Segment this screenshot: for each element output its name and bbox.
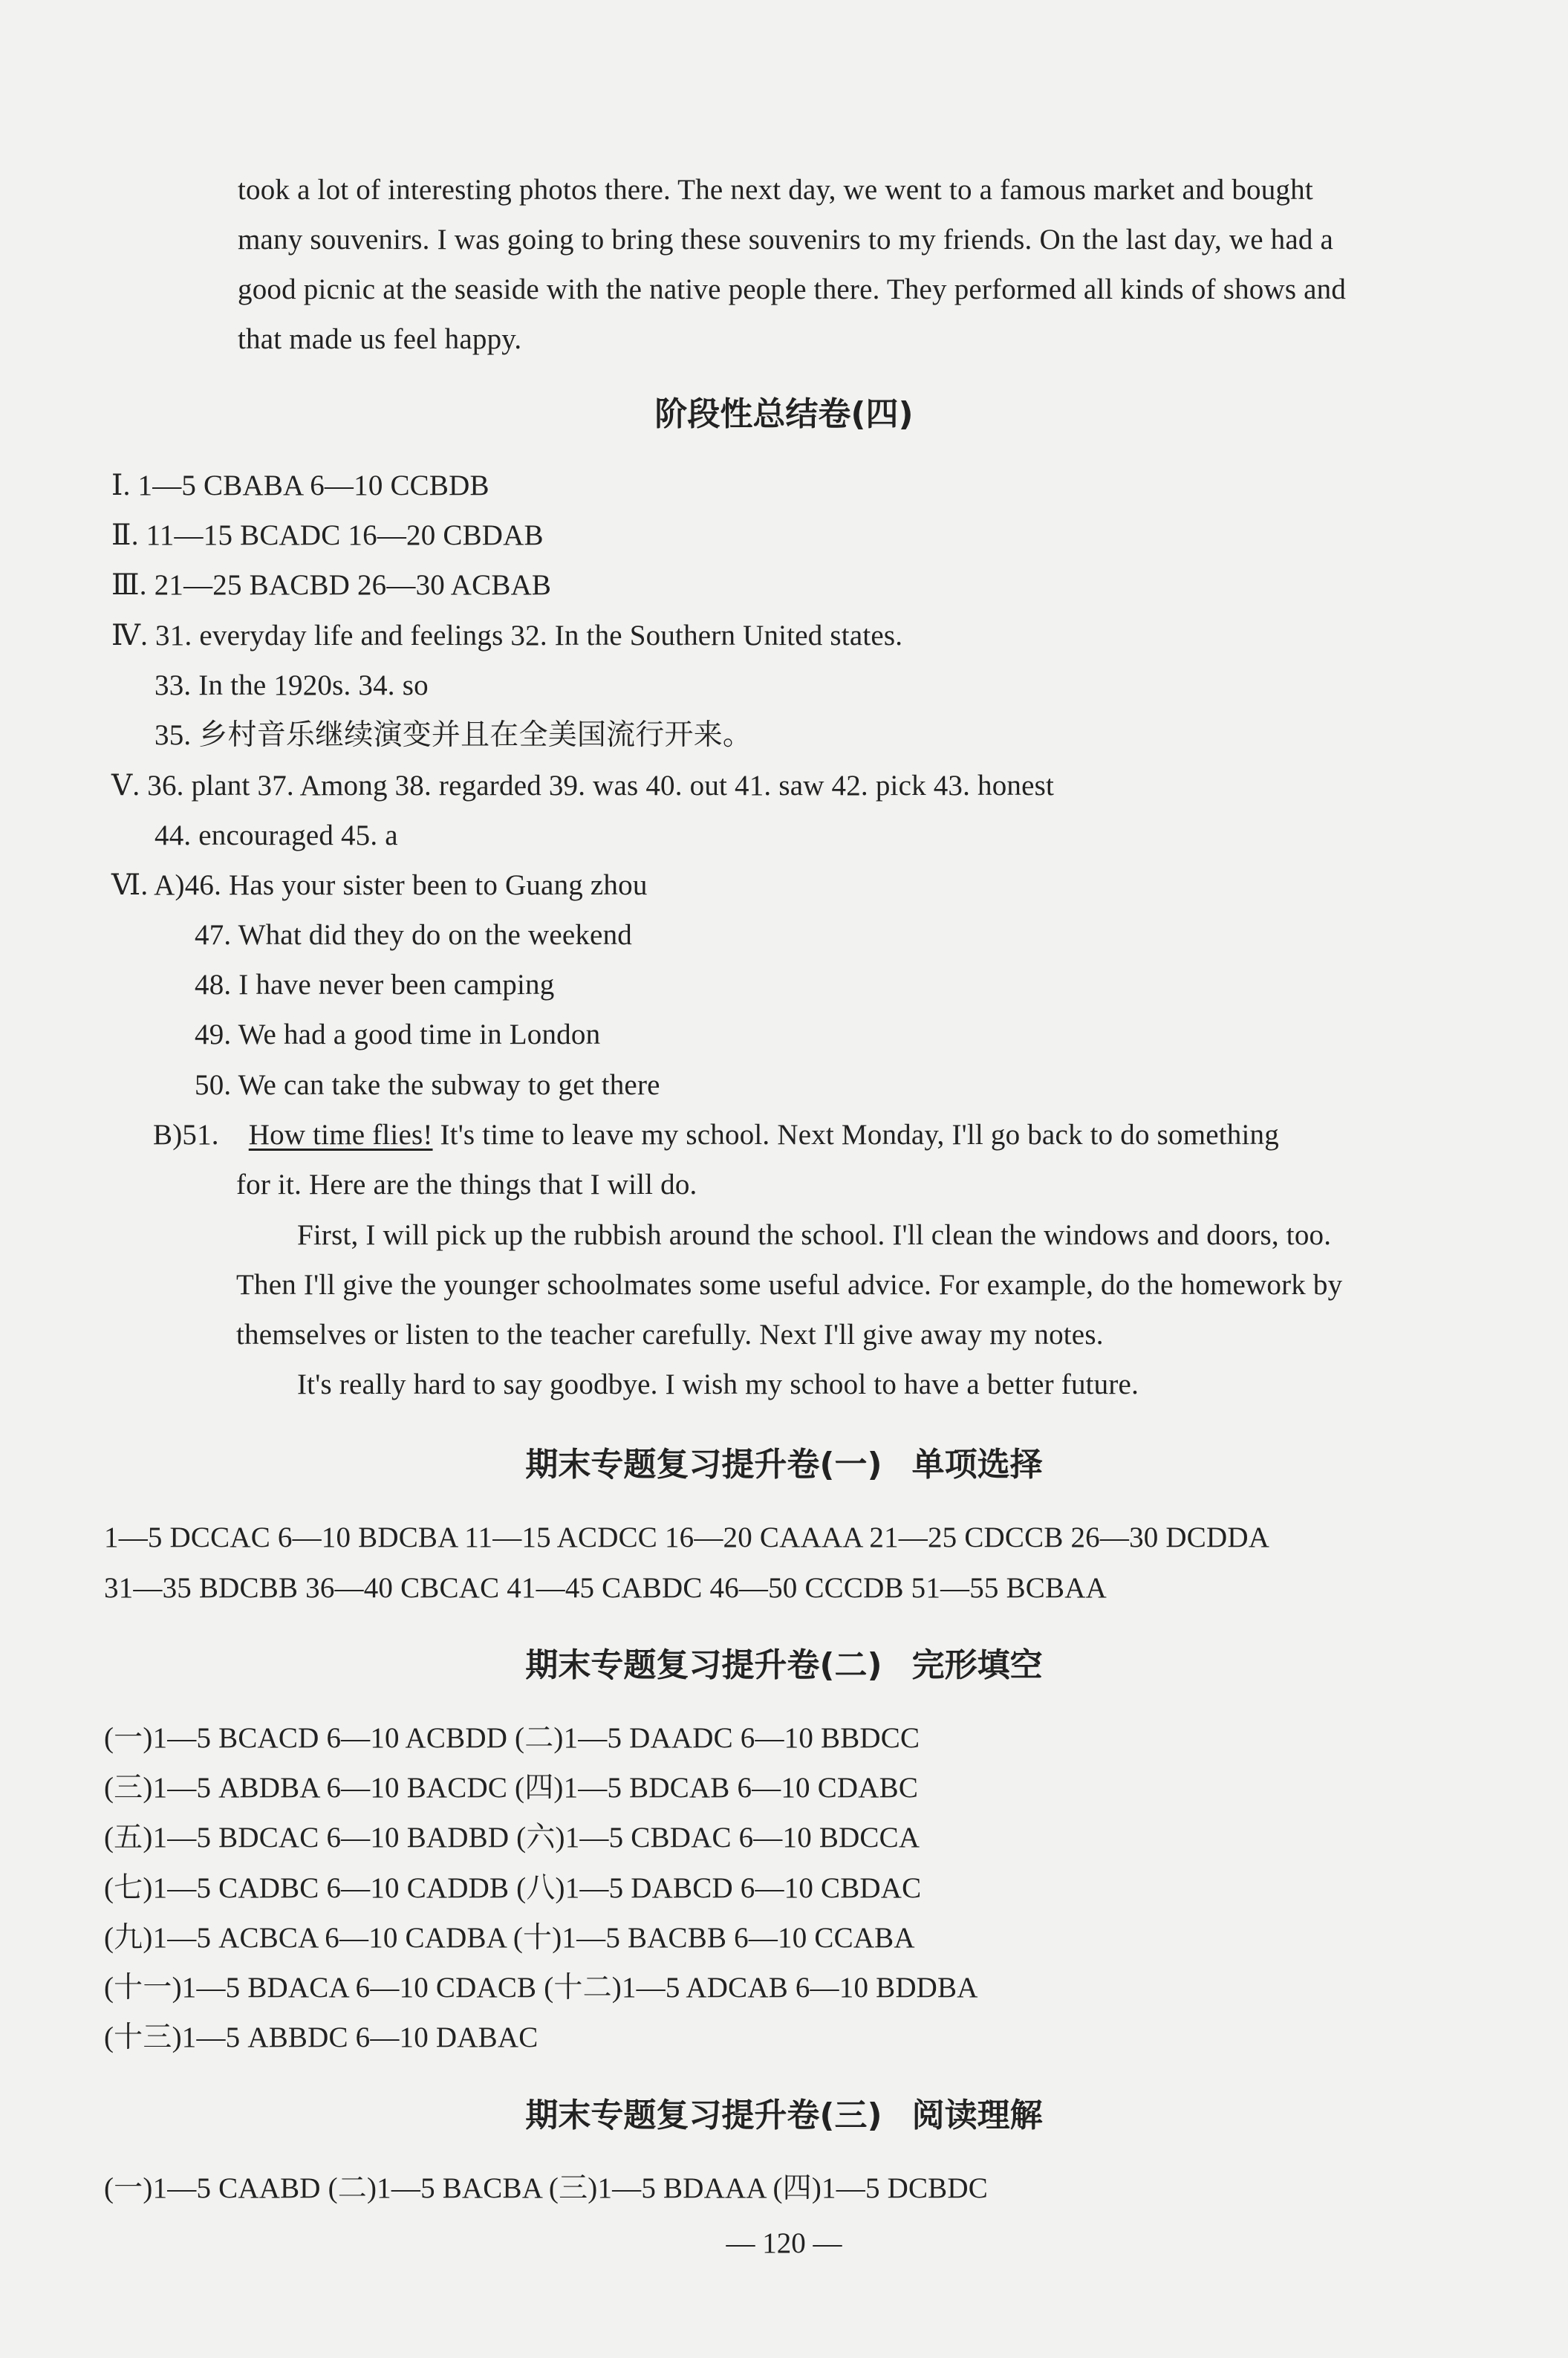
intro-line-3: good picnic at the seaside with the native people there. They performed all kinds of shows and bbox=[238, 273, 1347, 305]
intro-line-2: many souvenirs. I was going to bring these souvenirs to my friends. On the last day, we had a bbox=[238, 224, 1334, 256]
answer-line-VI: Ⅵ. A)46. Has your sister been to Guang zhou bbox=[111, 869, 648, 901]
page-number: — 120 — bbox=[726, 2227, 842, 2259]
essay-title: How time flies! bbox=[248, 1119, 433, 1151]
final-1-title: 期末专题复习提升卷(一) bbox=[525, 1446, 882, 1484]
final-1-subtitle: 单项选择 bbox=[911, 1446, 1043, 1484]
final-3-line-1: (一)1—5 CAABD (二)1—5 BACBA (三)1—5 BDAAA (四)1—5 DCBDC bbox=[104, 2172, 988, 2204]
intro-line-4: that made us feel happy. bbox=[238, 323, 522, 355]
final-2-line-4: (七)1—5 CADBC 6—10 CADDB (八)1—5 DABCD 6—10 CBDAC bbox=[104, 1872, 922, 1904]
answer-line-IV-cont: 33. In the 1920s. 34. so bbox=[154, 669, 429, 701]
essay-label: B)51. bbox=[153, 1119, 219, 1151]
final-2-line-5: (九)1—5 ACBCA 6—10 CADBA (十)1—5 BACBB 6—10 CCABA bbox=[104, 1922, 915, 1954]
final-2-line-1: (一)1—5 BCACD 6—10 ACBDD (二)1—5 DAADC 6—10 BBDCC bbox=[104, 1722, 920, 1754]
answer-line-48: 48. I have never been camping bbox=[195, 969, 555, 1001]
essay-line: themselves or listen to the teacher carefully. Next I'll give away my notes. bbox=[236, 1319, 1104, 1351]
final-2-subtitle: 完形填空 bbox=[911, 1646, 1043, 1684]
essay-line: Then I'll give the younger schoolmates some useful advice. For example, do the homework by bbox=[236, 1269, 1343, 1301]
answer-line-IV: Ⅳ. 31. everyday life and feelings 32. In the Southern United states. bbox=[111, 620, 903, 652]
answer-line-II: Ⅱ. 11—15 BCADC 16—20 CBDAB bbox=[111, 519, 544, 551]
final-3-subtitle: 阅读理解 bbox=[911, 2096, 1043, 2134]
final-2-line-3: (五)1—5 BDCAC 6—10 BADBD (六)1—5 CBDAC 6—10 BDCCA bbox=[104, 1822, 920, 1854]
final-1-heading bbox=[0, 1443, 1568, 1487]
final-3-title: 期末专题复习提升卷(三) bbox=[525, 2096, 882, 2134]
answer-line-47: 47. What did they do on the weekend bbox=[195, 919, 632, 951]
answer-line-III: Ⅲ. 21—25 BACBD 26—30 ACBAB bbox=[111, 569, 552, 601]
answer-line-50: 50. We can take the subway to get there bbox=[195, 1069, 660, 1101]
essay-first-line-rest: It's time to leave my school. Next Monday, I'll go back to do something bbox=[432, 1119, 1279, 1151]
essay-line: First, I will pick up the rubbish around the school. I'll clean the windows and doors, too. bbox=[297, 1219, 1332, 1251]
answer-line-49: 49. We had a good time in London bbox=[195, 1019, 601, 1050]
final-2-line-7: (十三)1—5 ABBDC 6—10 DABAC bbox=[104, 2021, 539, 2053]
answer-line-I: Ⅰ. 1—5 CBABA 6—10 CCBDB bbox=[111, 470, 489, 501]
essay-line: It's really hard to say goodbye. I wish my school to have a better future. bbox=[297, 1368, 1139, 1400]
intro-line-1: took a lot of interesting photos there. The next day, we went to a famous market and bought bbox=[238, 174, 1313, 206]
final-3-heading bbox=[0, 2094, 1568, 2138]
answer-line-V-cont: 44. encouraged 45. a bbox=[154, 819, 398, 851]
final-2-title: 期末专题复习提升卷(二) bbox=[525, 1646, 882, 1684]
section-4-title: 阶段性总结卷(四) bbox=[654, 395, 914, 433]
answer-line-35: 35. 乡村音乐继续演变并且在全美国流行开来。 bbox=[154, 719, 752, 751]
final-2-line-6: (十一)1—5 BDACA 6—10 CDACB (十二)1—5 ADCAB 6—10 BDDBA bbox=[104, 1972, 978, 2004]
final-2-line-2: (三)1—5 ABDBA 6—10 BACDC (四)1—5 BDCAB 6—10 CDABC bbox=[104, 1772, 919, 1804]
essay-line: for it. Here are the things that I will do. bbox=[236, 1169, 697, 1201]
answer-line-V: Ⅴ. 36. plant 37. Among 38. regarded 39. was 40. out 41. saw 42. pick 43. honest bbox=[111, 770, 1055, 802]
essay-first-line bbox=[153, 1113, 1279, 1157]
final-1-line-2: 31—35 BDCBB 36—40 CBCAC 41—45 CABDC 46—50 CCCDB 51—55 BCBAA bbox=[104, 1572, 1107, 1604]
final-1-line-1: 1—5 DCCAC 6—10 BDCBA 11—15 ACDCC 16—20 CAAAA 21—25 CDCCB 26—30 DCDDA bbox=[104, 1521, 1270, 1553]
final-2-heading bbox=[0, 1643, 1568, 1688]
